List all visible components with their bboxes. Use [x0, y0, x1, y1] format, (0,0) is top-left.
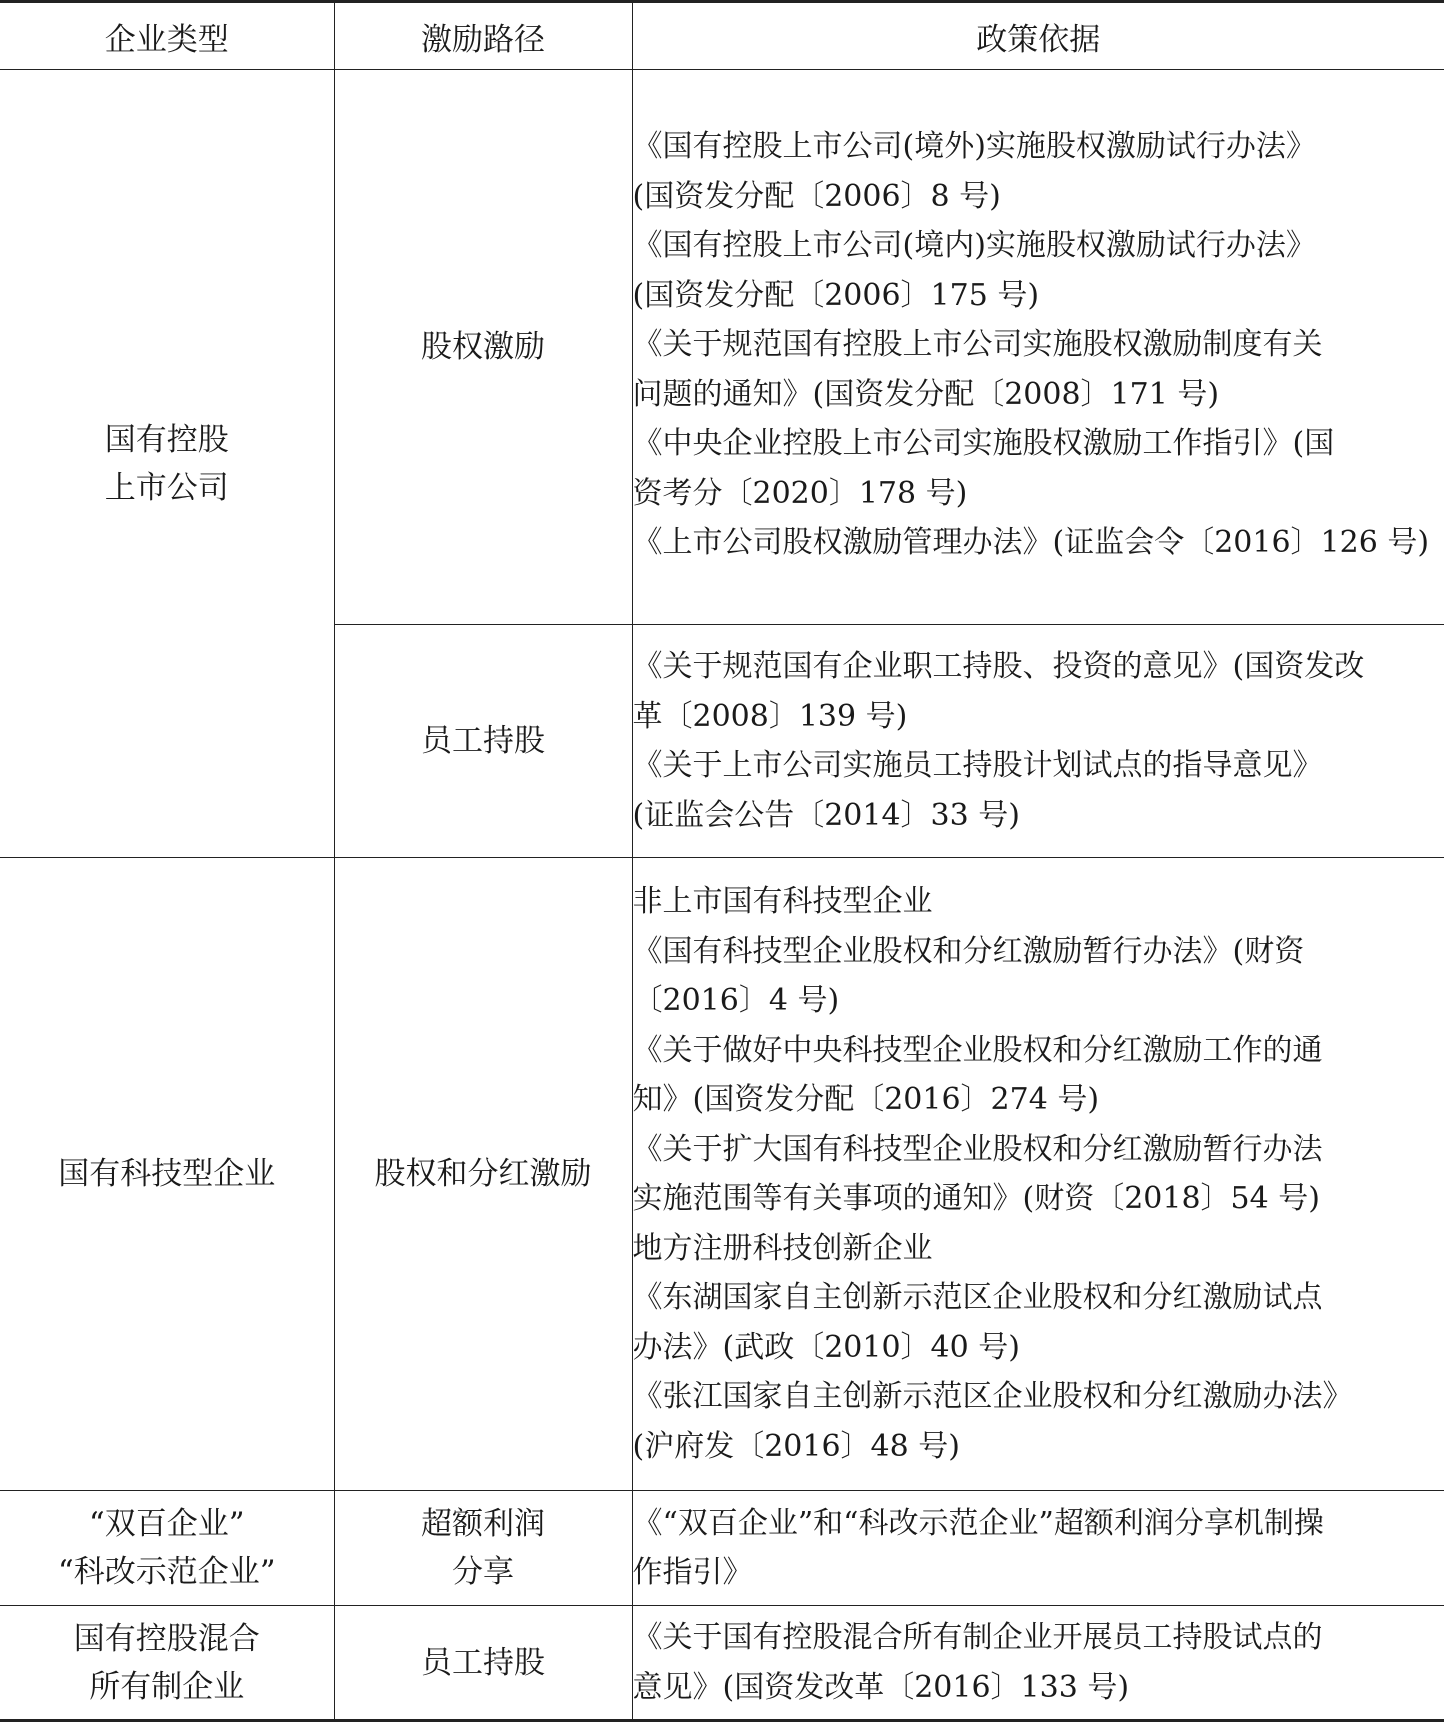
incentive-path-cell	[334, 858, 632, 1491]
enterprise-type-line: 国有控股混合	[0, 1615, 334, 1663]
header-policy-basis: 政策依据	[632, 2, 1444, 70]
header-row	[0, 2, 1444, 70]
policy-basis-line: 《张江国家自主创新示范区企业股权和分红激励办法》	[633, 1372, 1444, 1422]
policy-basis-line: 〔2016〕4 号)	[633, 976, 1444, 1026]
policy-basis-cell	[632, 70, 1444, 625]
policy-basis-line: 《上市公司股权激励管理办法》(证监会令〔2016〕126 号)	[633, 518, 1444, 568]
policy-basis-line: 《东湖国家自主创新示范区企业股权和分红激励试点	[633, 1273, 1444, 1323]
table-row	[0, 1606, 1444, 1721]
enterprise-type-line: 国有控股	[0, 416, 334, 464]
enterprise-type-line: “双百企业”	[0, 1500, 334, 1548]
policy-basis-line: 《关于规范国有控股上市公司实施股权激励制度有关	[633, 320, 1444, 370]
policy-basis-line: 办法》(武政〔2010〕40 号)	[633, 1323, 1444, 1373]
incentive-path-cell	[334, 625, 632, 858]
policy-basis-line: 地方注册科技创新企业	[633, 1224, 1444, 1274]
policy-basis-line: 《关于扩大国有科技型企业股权和分红激励暂行办法	[633, 1125, 1444, 1175]
incentive-path-line: 超额利润	[335, 1500, 632, 1548]
enterprise-type-line: 上市公司	[0, 464, 334, 512]
enterprise-type-line: “科改示范企业”	[0, 1548, 334, 1596]
policy-basis-cell	[632, 858, 1444, 1491]
policy-basis-line: 问题的通知》(国资发分配〔2008〕171 号)	[633, 370, 1444, 420]
incentive-path-line: 员工持股	[335, 717, 632, 765]
incentive-path-cell	[334, 70, 632, 625]
incentive-path-cell	[334, 1606, 632, 1721]
table-row	[0, 70, 1444, 625]
policy-basis-line: 知》(国资发分配〔2016〕274 号)	[633, 1075, 1444, 1125]
policy-basis-line: (证监会公告〔2014〕33 号)	[633, 791, 1444, 841]
policy-basis-cell	[632, 1606, 1444, 1721]
policy-basis-line: (国资发分配〔2006〕8 号)	[633, 172, 1444, 222]
policy-basis-line: 作指引》	[633, 1548, 1444, 1598]
policy-basis-line: 实施范围等有关事项的通知》(财资〔2018〕54 号)	[633, 1174, 1444, 1224]
policy-basis-line: (国资发分配〔2006〕175 号)	[633, 271, 1444, 321]
policy-basis-line: 《关于上市公司实施员工持股计划试点的指导意见》	[633, 741, 1444, 791]
header-incentive-path: 激励路径	[334, 2, 632, 70]
policy-basis-line: 资考分〔2020〕178 号)	[633, 469, 1444, 519]
policy-basis-line: 《关于国有控股混合所有制企业开展员工持股试点的	[633, 1613, 1444, 1663]
header-enterprise-type: 企业类型	[0, 2, 334, 70]
incentive-path-cell	[334, 1491, 632, 1606]
enterprise-type-line: 国有科技型企业	[0, 1150, 334, 1198]
table-row	[0, 858, 1444, 1491]
incentive-path-line: 分享	[335, 1548, 632, 1596]
incentive-path-line: 员工持股	[335, 1639, 632, 1687]
policy-basis-line: 《国有控股上市公司(境外)实施股权激励试行办法》	[633, 122, 1444, 172]
incentive-path-line: 股权和分红激励	[335, 1150, 632, 1198]
enterprise-type-cell	[0, 858, 334, 1491]
policy-basis-line: 《“双百企业”和“科改示范企业”超额利润分享机制操	[633, 1499, 1444, 1549]
incentive-path-line: 股权激励	[335, 323, 632, 371]
policy-basis-line: 《中央企业控股上市公司实施股权激励工作指引》(国	[633, 419, 1444, 469]
policy-basis-cell	[632, 1491, 1444, 1606]
policy-basis-cell	[632, 625, 1444, 858]
enterprise-type-cell	[0, 1606, 334, 1721]
policy-basis-line: 《国有控股上市公司(境内)实施股权激励试行办法》	[633, 221, 1444, 271]
policy-basis-line: 意见》(国资发改革〔2016〕133 号)	[633, 1663, 1444, 1713]
table-row	[0, 1491, 1444, 1606]
enterprise-type-line: 所有制企业	[0, 1663, 334, 1711]
enterprise-type-cell	[0, 70, 334, 858]
policy-basis-line: (沪府发〔2016〕48 号)	[633, 1422, 1444, 1472]
policy-basis-line: 《关于规范国有企业职工持股、投资的意见》(国资发改	[633, 642, 1444, 692]
policy-basis-line: 革〔2008〕139 号)	[633, 692, 1444, 742]
policy-basis-line: 《国有科技型企业股权和分红激励暂行办法》(财资	[633, 927, 1444, 977]
policy-basis-line: 非上市国有科技型企业	[633, 877, 1444, 927]
enterprise-type-cell	[0, 1491, 334, 1606]
policy-basis-line: 《关于做好中央科技型企业股权和分红激励工作的通	[633, 1026, 1444, 1076]
